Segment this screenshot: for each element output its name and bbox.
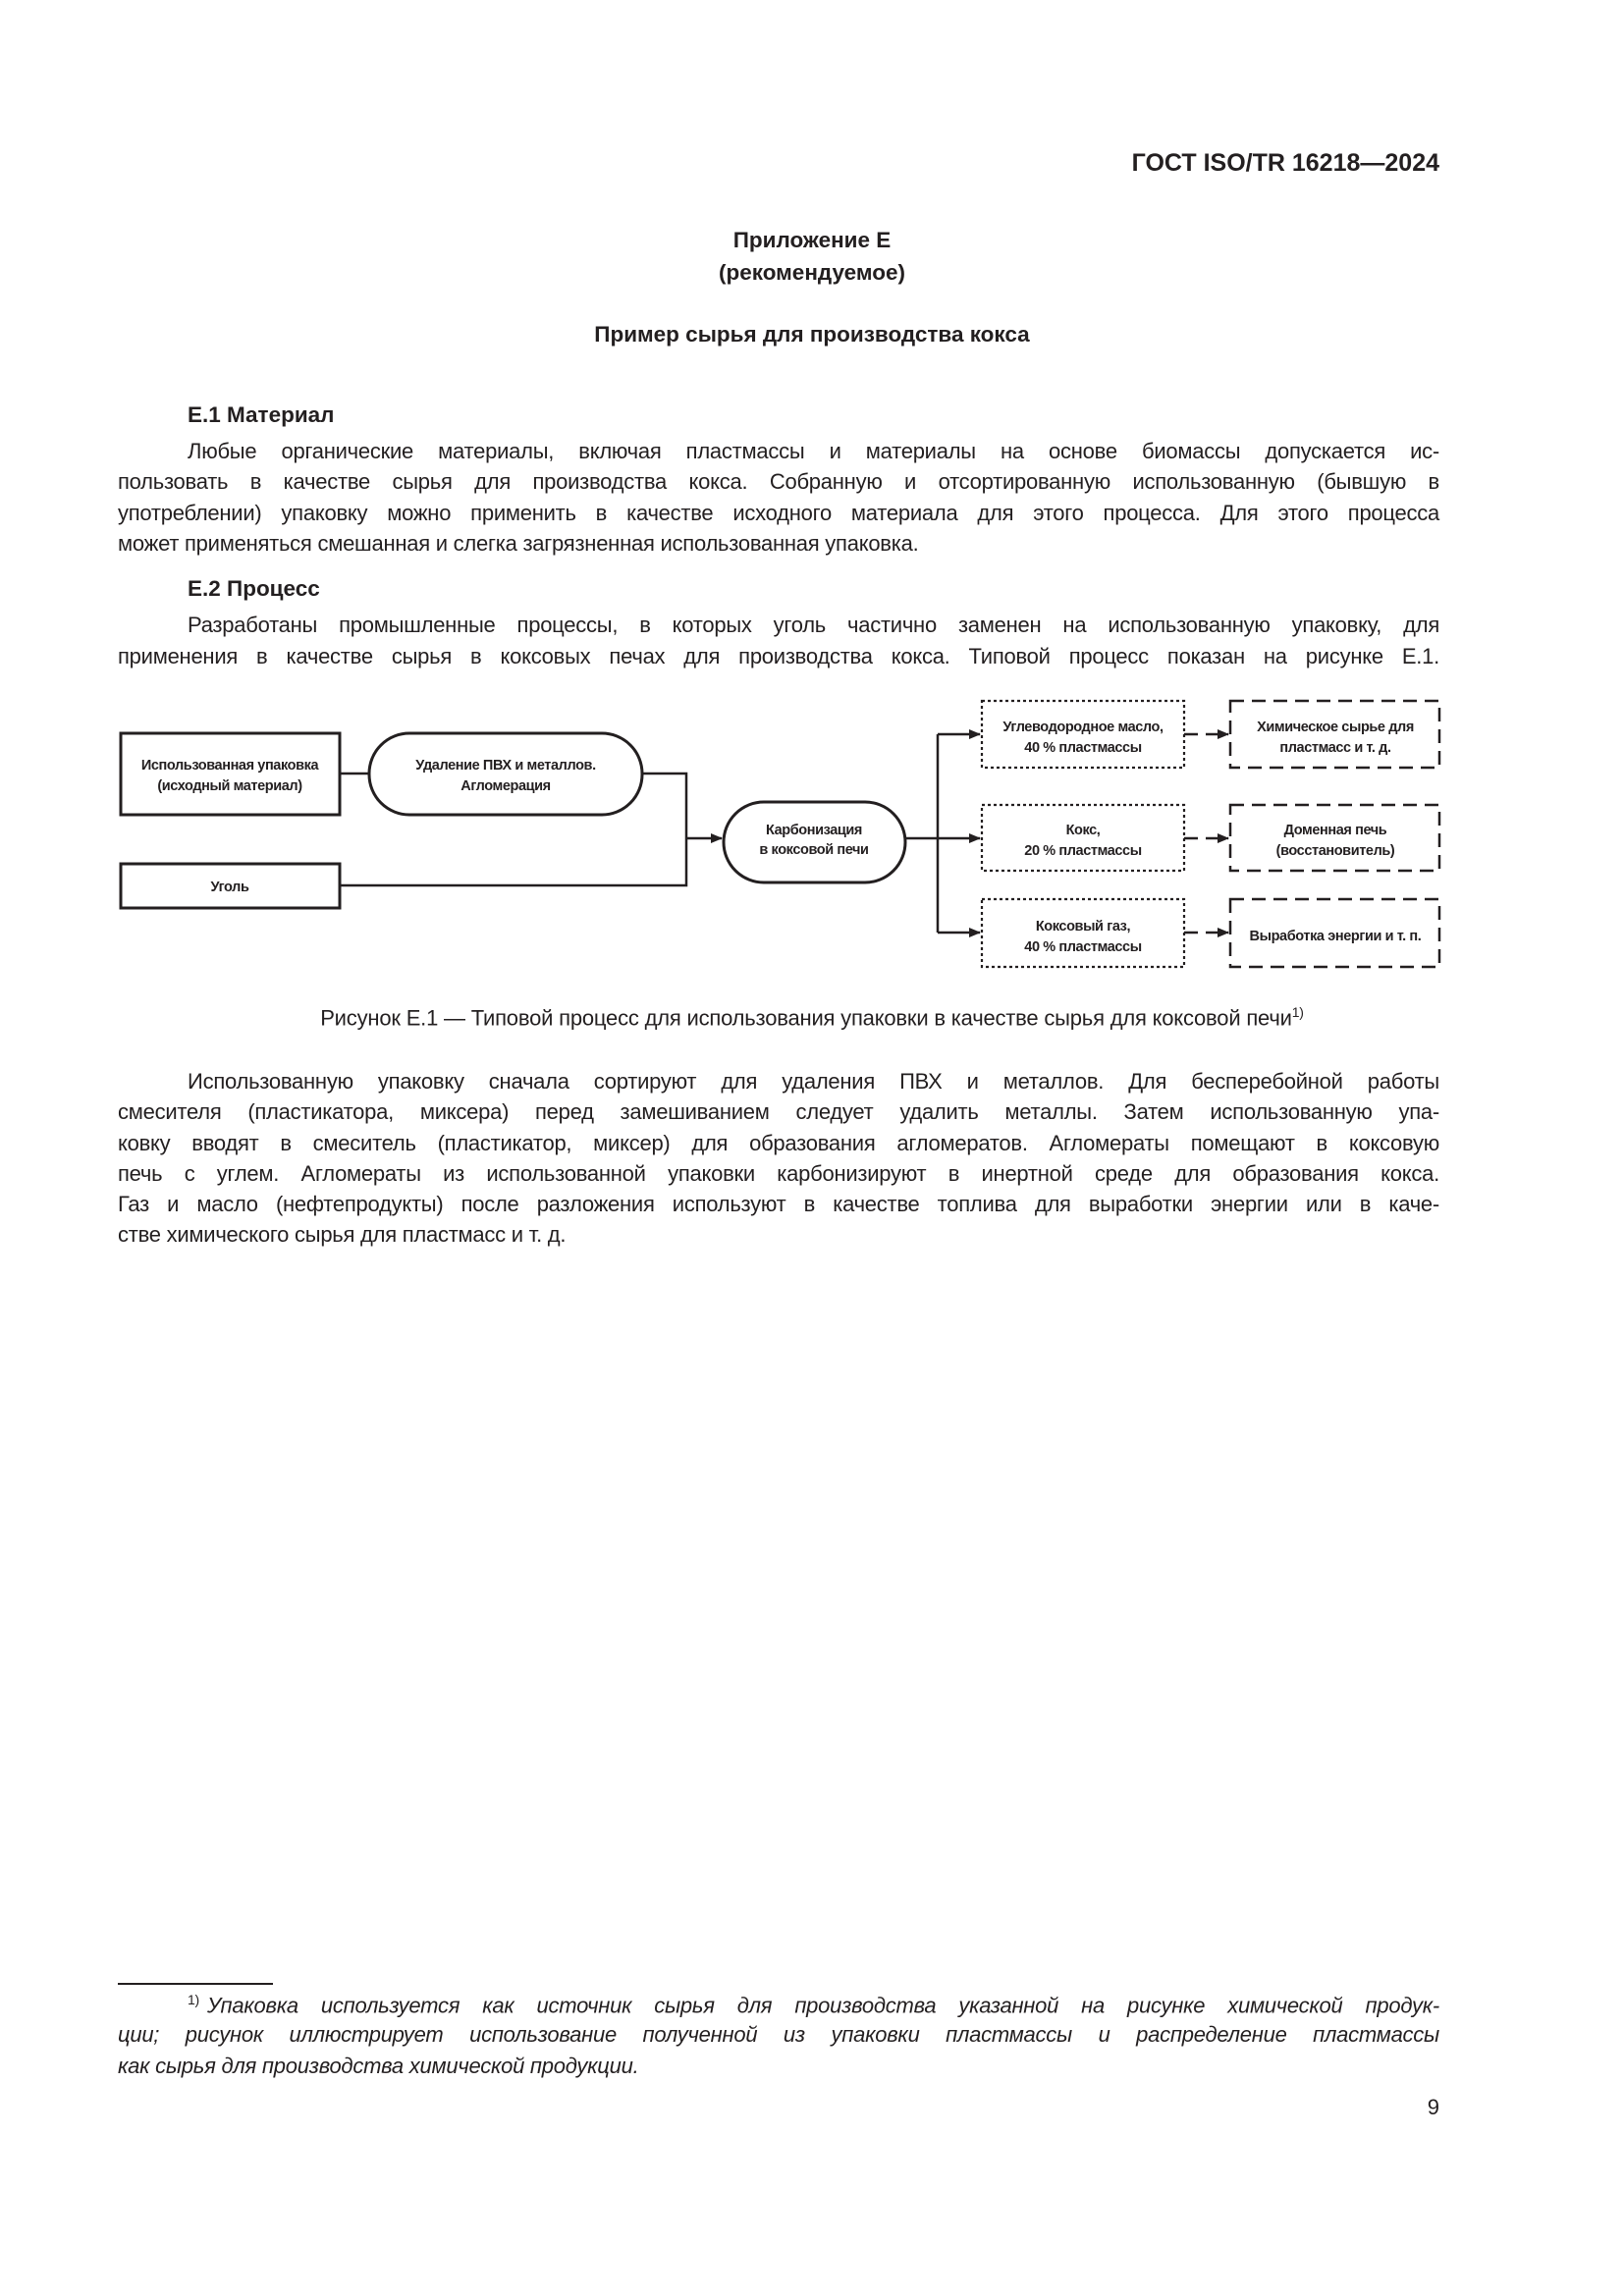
node-used-packaging (121, 733, 340, 815)
node-label: Удаление ПВХ и металлов. (415, 758, 596, 774)
node-label: Использованная упаковка (140, 758, 319, 774)
footnote-reference[interactable]: 1) (1291, 1004, 1304, 1020)
footnote-mark: 1) (188, 1992, 199, 2007)
node-removal-agglomeration (369, 733, 642, 815)
footnote-line (188, 1992, 1439, 2018)
process-flow-diagram (0, 0, 1624, 982)
node-label: в коксовой печи (759, 842, 869, 858)
paragraph-line: может применяться смешанная и слегка загрязненная использованная упаковка. (118, 531, 919, 556)
node-label: Агломерация (460, 778, 551, 794)
footnote-text: Упаковка используется как источник сырья для производства указанной на рисунке химической продук- (206, 1993, 1439, 2018)
paragraph-line: печь с углем. Агломераты из использованной упаковки карбонизируют в инертной среде для образования кокса. (118, 1161, 1439, 1186)
paragraph-line: смесителя (пластикатора, миксера) перед замешиванием следует удалить металлы. Затем использованную упа- (118, 1099, 1439, 1124)
node-label: (восстановитель) (1275, 843, 1395, 859)
paragraph-line: стве химического сырья для пластмасс и т. д. (118, 1222, 567, 1247)
footnote-separator (118, 1983, 273, 1985)
paragraph-line: Использованную упаковку сначала сортируют для удаления ПВХ и металлов. Для бесперебойной работы (188, 1069, 1439, 1094)
paragraph-line: пользовать в качестве сырья для производства кокса. Собранную и отсортированную использованную (бывшую в (118, 469, 1439, 494)
appendix-heading: Пример сырья для производства кокса (594, 322, 1030, 347)
node-label: пластмасс и т. д. (1279, 740, 1391, 756)
section-heading-e1: Е.1 Материал (188, 402, 335, 427)
paragraph-line: Газ и масло (нефтепродукты) после разложения используют в качестве топлива для выработки энергии или в каче- (118, 1192, 1439, 1216)
node-label: Уголь (210, 880, 249, 895)
node-label: Углеводородное масло, (1002, 720, 1164, 735)
paragraph-line: Любые органические материалы, включая пластмассы и материалы на основе биомассы допускается ис- (188, 439, 1439, 463)
node-label: Выработка энергии и т. п. (1249, 929, 1422, 944)
section-heading-e2: Е.2 Процесс (188, 576, 320, 601)
appendix-title: Приложение Е (732, 228, 892, 252)
paragraph-line: употреблении) упаковку можно применить в качестве исходного материала для этого процесса. Для этого процесса (118, 501, 1439, 525)
paragraph-line: ковку вводят в смеситель (пластикатор, миксер) для образования агломератов. Агломераты помещают в коксовую (118, 1131, 1439, 1155)
node-label: 40 % пластмассы (1024, 740, 1142, 756)
appendix-status: (рекомендуемое) (719, 260, 905, 285)
page-number: 9 (1427, 2095, 1439, 2119)
node-label: 40 % пластмассы (1024, 939, 1142, 955)
connector (905, 734, 938, 933)
node-label: Коксовый газ, (1035, 919, 1131, 934)
figure-caption (0, 1004, 1624, 1031)
document-id-header: ГОСТ ISO/TR 16218—2024 (1131, 149, 1439, 177)
node-label: (исходный материал) (157, 778, 302, 794)
paragraph-line: Разработаны промышленные процессы, в которых уголь частично заменен на использованную упаковку, для (188, 613, 1439, 637)
footnote-line: ции; рисунок иллюстрирует использование полученной из упаковки пластмассы и распределение пластмассы (118, 2022, 1439, 2047)
node-label: Карбонизация (765, 823, 863, 838)
paragraph-line: применения в качестве сырья в коксовых печах для производства кокса. Типовой процесс показан на рисунке Е.1. (118, 644, 1439, 668)
node-label: Кокс, (1065, 823, 1101, 838)
figure-caption-text: Рисунок Е.1 — Типовой процесс для использования упаковки в качестве сырья для коксовой печи (320, 1005, 1292, 1031)
node-label: 20 % пластмассы (1024, 843, 1142, 859)
node-label: Химическое сырье для (1257, 720, 1414, 735)
footnote-line: как сырья для производства химической продукции. (118, 2054, 639, 2078)
node-label: Доменная печь (1283, 823, 1387, 838)
